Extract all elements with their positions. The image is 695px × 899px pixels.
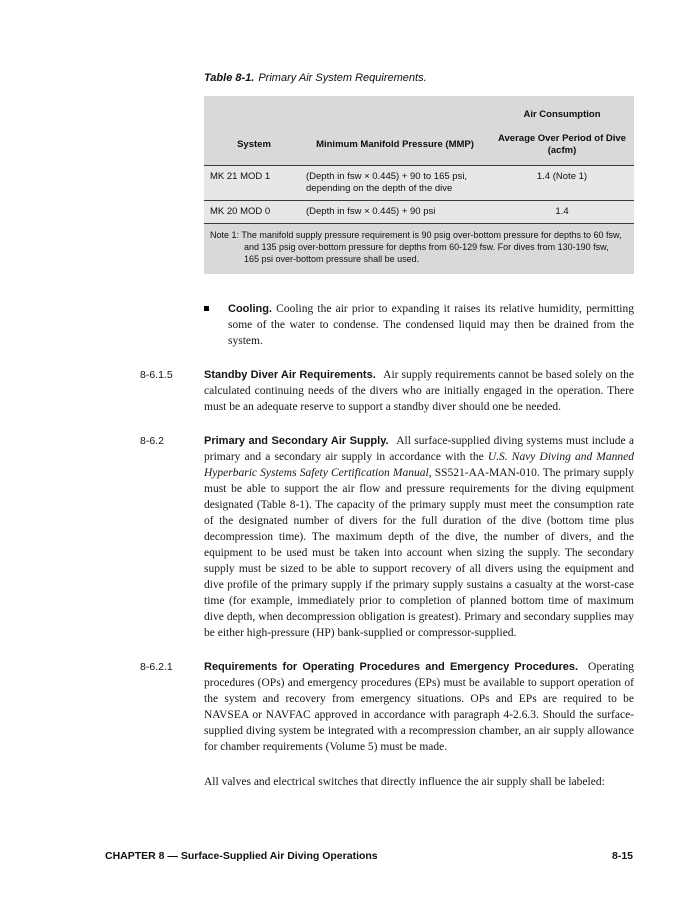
section-number: 8-6.2 <box>140 435 164 447</box>
cell-system: MK 20 MOD 0 <box>210 206 271 217</box>
section-heading: Standby Diver Air Requirements. <box>204 369 376 381</box>
bullet-label: Cooling. <box>228 303 272 315</box>
table-caption <box>204 72 634 84</box>
column-header-mmp: Minimum Manifold Pressure (MMP) <box>316 139 474 150</box>
column-header-average-acfm: Average Over Period of Dive (acfm) <box>498 133 626 156</box>
cell-system: MK 21 MOD 1 <box>210 171 271 182</box>
table-header-span-row <box>204 96 634 128</box>
cell-acfm: 1.4 (Note 1) <box>536 171 588 182</box>
table-caption-title: Primary Air System Requirements. <box>258 72 427 84</box>
bullet-text: Cooling. Cooling the air prior to expanding it raises its relative humidity, permitting some of the water to condense. The condensed liquid may then be drained from the system. <box>228 303 634 347</box>
section-number: 8-6.2.1 <box>140 661 173 673</box>
section-body: Primary and Secondary Air Supply. All surface-supplied diving systems must include a primary and a secondary air supply in accordance with the U.S. Navy Diving and Manned Hyperbaric Systems Safety Certification Manual, SS521-AA-MAN-010. The primary supply must be able to support the air flow and pressure requirements for the diving equipment designated (Table 8-1). The capacity of the primary supply must meet the consumption rate of the designated number of divers for the full duration of the dive (bottom time plus decompression time). The maximum depth of the dive, the number of divers, and the equipment to be used must be taken into account when sizing the supply. The secondary supply must be sized to be able to support recovery of all divers using the equipment and dive profile of the primary supply if the primary supply sustains a casualty at the worst-case time (for example, immediately prior to completion of planned bottom time of maximum dive depth, when decompression obligation is greatest). Primary and secondary supplies may be either high-pressure (HP) bank-supplied or compressor-supplied. <box>204 435 634 639</box>
page-content <box>140 72 634 790</box>
section-8-6-2 <box>140 433 634 641</box>
section-number: 8-6.1.5 <box>140 369 173 381</box>
cell-mmp: (Depth in fsw × 0.445) + 90 psi <box>306 206 436 217</box>
table-row-mk21 <box>204 165 634 200</box>
footer-page-number: 8-15 <box>611 850 633 862</box>
bullet-item-cooling <box>204 301 634 349</box>
section-8-6-2-1 <box>140 659 634 755</box>
section-8-6-1-5 <box>140 367 634 415</box>
bullet-square-icon <box>204 306 209 311</box>
closing-paragraph: All valves and electrical switches that directly influence the air supply shall be labeled: <box>204 776 605 788</box>
page-footer <box>105 850 633 862</box>
cell-acfm: 1.4 <box>555 206 569 217</box>
column-header-air-consumption: Air Consumption <box>523 109 601 120</box>
table-header-row <box>204 128 634 165</box>
table-note <box>204 223 634 274</box>
footer-chapter-title: CHAPTER 8 — Surface-Supplied Air Diving Operations <box>105 850 378 862</box>
table-note-text: The manifold supply pressure requirement is 90 psig over-bottom pressure for depths to 60 fsw, and 135 psig over-bottom pressure for depths from 60-129 fsw. For dives from 130-190 fsw, 165 psi over-bottom pressure shall be used. <box>241 230 622 264</box>
table-note-label: Note 1: <box>210 230 240 240</box>
manual-title-italic: U.S. Navy Diving and Manned Hyperbaric Systems Safety Certification Manual <box>204 451 634 479</box>
section-body: Requirements for Operating Procedures and Emergency Procedures. Operating procedures (OPs) and emergency procedures (EPs) must be available to support operation of the system and recovery from emergency situations. OPs and EPs are required to be NAVSEA or NAVFAC approved in accordance with paragraph 4-2.6.3. Should the surface-supplied diving system be integrated with a recompression chamber, an air supply allowance for chamber requirements (Volume 5) must be made. <box>204 661 634 753</box>
section-heading: Primary and Secondary Air Supply. <box>204 435 389 447</box>
table-primary-air-system-requirements <box>204 96 634 274</box>
cell-mmp: (Depth in fsw × 0.445) + 90 to 165 psi, depending on the depth of the dive <box>306 171 468 194</box>
table-caption-label: Table 8-1. <box>204 72 255 84</box>
section-body: Standby Diver Air Requirements. Air supply requirements cannot be based solely on the calculated continuing needs of the divers who are initially engaged in the operation. There must be an adequate reserve to support a standby diver should one be needed. <box>204 369 635 413</box>
section-heading: Requirements for Operating Procedures and Emergency Procedures. <box>204 661 579 673</box>
table-row-mk20 <box>204 200 634 223</box>
column-header-system: System <box>237 139 271 150</box>
